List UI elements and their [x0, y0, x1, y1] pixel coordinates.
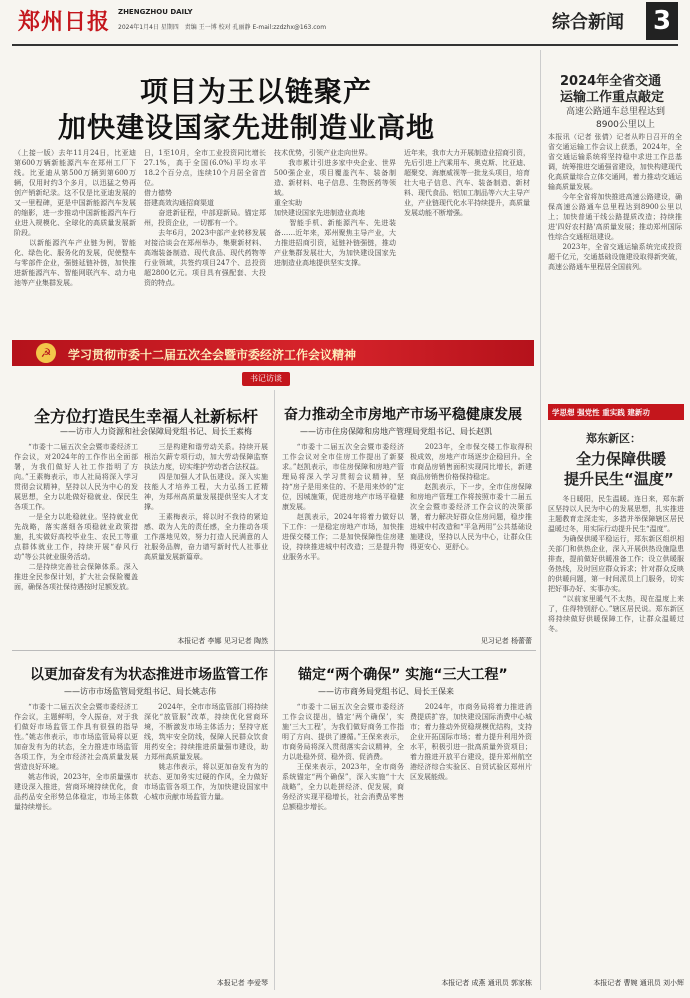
- a3-col2: 2024年，全市市场监管部门将持续深化“放管服”改革，持续优化营商环境，不断激发市场主体活力；坚持守底线，筑牢安全防线，保障人民群众饮食用药安全；持续推进质量强市建设，助力郑州高质量发展。 姚志伟表示，将以更加奋发有为的状态、更加务实过硬的作风，全力做好市场监管各项工作，为加快建设国家中心城市贡献市场监管力量。: [144, 703, 268, 801]
- a2-title: 奋力推动全市房地产市场平稳健康发展: [284, 407, 522, 423]
- newspaper-logo-en: ZHENGZHOU DAILY: [118, 8, 193, 16]
- a2-col1: “市委十二届五次全会暨市委经济工作会议对全市住房工作提出了新要求。”赵凯表示，市住房保障和房地产管理局将深入学习贯彻会议精神，坚持“房子是用来住的、不是用来炒的”定位，因城施策，促进房地产市场平稳健康发展。 赵凯表示，2024年将着力做好以下工作：一是稳定房地产市场，加快推进保交楼工作；二是加快保障性住房建设，持续推进城中村改造；三是提升物业服务水平。: [282, 443, 404, 561]
- a1-byline: 本报记者 李娜 见习记者 陶然: [177, 637, 268, 645]
- a4-col2: 2024年，市商务局将着力推进消费提质扩容，加快建设国际消费中心城市；着力推动外贸稳规模优结构，支持企业开拓国际市场；着力提升利用外资水平，积极引进一批高质量外资项目；着力推进开放平台建设，提升郑州航空港经济综合实验区、自贸试验区郑州片区发展能级。: [410, 703, 532, 781]
- lead-col3: 技术优势，引领产业走向世界。 我市累计引进多家中央企业、世界500强企业，项目覆盖汽车、装备制造、新材料、电子信息、生物医药等领域。 重全实助 加快建设国家先进制造业高地 智能手机、新能源汽车、先进装备……近年来，郑州聚焦主导产业，大力推进招商引资，延链补链强链，推动产业集群发展壮大，为加快建设国家先进制造业高地提供坚实支撑。: [274, 149, 396, 267]
- masthead: [0, 0, 690, 44]
- sidebar2-region: 郑东新区：: [586, 432, 641, 445]
- sidebar-divider: [540, 50, 541, 990]
- sidebar2-header: 学思想 强党性 重实践 建新功: [552, 408, 650, 417]
- sidebar1-sub2: 8900公里以上: [596, 120, 655, 130]
- a2-subtitle: ——访市住房保障和房地产管理局党组书记、局长赵凯: [300, 427, 492, 436]
- a1-col2: 三是构建和谐劳动关系。持续开展根治欠薪专项行动，加大劳动保障监察执法力度，切实维护劳动者合法权益。 四是加强人才队伍建设。深入实施技能人才培养工程，大力弘扬工匠精神，为郑州高质量发展提供坚实人才支撑。 王素梅表示，将以时不我待的紧迫感、敢为人先的责任感，全力推动各项工作落地见效，努力打造人民满意的人社服务品牌，奋力谱写新时代人社事业高质量发展新篇章。: [144, 443, 268, 561]
- masthead-info: 2024年1月4日 星期四 责编 王一博 校对 孔丽静 E-mail:zzdzhx@163.com: [118, 24, 327, 31]
- page-number: 3: [646, 2, 678, 40]
- a4-title: 锚定“两个确保” 实施“三大工程”: [298, 667, 508, 683]
- sidebar2-title2: 提升民生“温度”: [564, 470, 674, 488]
- a4-byline: 本报记者 成燕 通讯员 郭家栋: [441, 979, 532, 987]
- lead-col2: 日，1至10月，全市工业投资同比增长27.1%，高于全国(6.0%)平均水平18.2个百分点，连续10个月居全省首位。 借力德势 搭建高效沟通招商渠道 奋进新征程，中部迎新局。锚定郑州，投资企业，一切都有一个。 去年6月，2023中部产业转移发展对接洽谈会在郑州举办，集聚新材料、高端装备制造、现代食品、现代药物等行业领域，共签约项目247个、总投资超2800亿元。项目具有强配套、大投资的特点。: [144, 149, 266, 287]
- a3-title: 以更加奋发有为状态推进市场监管工作: [30, 667, 268, 683]
- sidebar1-title1: 2024年全省交通: [560, 74, 662, 89]
- a3-col1: “市委十二届五次全会暨市委经济工作会议，主题鲜明，令人振奋，对于我们做好市场监管工作具有很强的指导性。”姚志伟表示，市市场监管局将以更加奋发有为的状态，全力推进市场监管各项工作，为全市经济社会高质量发展营造良好环境。 姚志伟说，2023年，全市质量强市建设深入推进，营商环境持续优化，食品药品安全形势总体稳定，市场主体数量持续增长。: [14, 703, 138, 811]
- a4-subtitle: ——访市商务局党组书记、局长王保来: [318, 687, 454, 696]
- a1-subtitle: ——访市人力资源和社会保障局党组书记、局长王素梅: [60, 427, 252, 436]
- a2-col2: 2023年，全市保交楼工作取得积极成效，房地产市场逐步企稳回升。全市商品房销售面积实现同比增长，新建商品房销售价格保持稳定。 赵凯表示，下一步，全市住房保障和房地产管理工作将按照市委十二届五次全会暨市委经济工作会议的决策部署，着力解决好群众住房问题，稳步推进城中村改造和“平急两用”公共基础设施建设，坚持以人民为中心，让群众住得更安心、更舒心。: [410, 443, 532, 551]
- a1-col1: “市委十二届五次全会暨市委经济工作会议，对2024年的工作作出全面部署，为我们做好人社工作指明了方向。”王素梅表示，市人社局将深入学习贯彻会议精神，坚持以人民为中心的发展思想，全力以赴做好稳就业、保民生各项工作。 一是全力以赴稳就业。坚持就业优先战略，落实落细各项稳就业政策措施，扎实做好高校毕业生、农民工等重点群体就业工作，持续开展“春风行动”等公共就业服务活动。 二是持续完善社会保障体系。深入推进全民参保计划，扩大社会保险覆盖面，确保各项社保待遇按时足额发放。: [14, 443, 138, 591]
- sidebar1-sub1: 高速公路通车总里程达到: [566, 107, 666, 117]
- lead-title-line2: 加快建设国家先进制造业高地: [58, 111, 436, 144]
- sidebar2-byline: 本报记者 曹婉 通讯员 刘小辉: [593, 979, 684, 987]
- banner-text: 学习贯彻市委十二届五次全会暨市委经济工作会议精神: [68, 348, 357, 362]
- lead-title-line1: 项目为王以链聚产: [140, 75, 373, 108]
- party-emblem-icon: ☭: [36, 343, 56, 363]
- a3-subtitle: ——访市市场监管局党组书记、局长姚志伟: [64, 687, 216, 696]
- interview-tag: 书记访谈: [242, 372, 290, 386]
- sidebar1-title2: 运输工作重点敲定: [560, 90, 665, 105]
- a1-title: 全方位打造民生幸福人社新标杆: [34, 407, 259, 426]
- sidebar2-body: 冬日暖阳，民生温暖。连日来，郑东新区坚持以人民为中心的发展思想，扎实推进主题教育走深走实，多措并举保障辖区居民温暖过冬，用实际行动提升民生“温度”。 为确保供暖平稳运行，郑东新区组织相关部门和供热企业，深入开展供热设施隐患排查，提前做好供暖准备工作；设立供暖服务热线，及时回应群众诉求；针对群众反映的供暖问题，第一时间派员上门服务，切实把好事办好、实事办实。 “以前家里暖气不太热，现在温度上来了，住得特别舒心。”辖区居民说。郑东新区将持续做好供暖保障工作，让群众温暖过冬。: [548, 495, 684, 633]
- meeting-banner: [12, 340, 534, 366]
- a3-byline: 本报记者 李爱琴: [216, 979, 268, 987]
- masthead-divider: [12, 44, 678, 46]
- sidebar2-title1: 全力保障供暖: [576, 450, 667, 468]
- sidebar2-header-bar: [548, 404, 684, 420]
- newspaper-logo: 郑州日报: [18, 9, 111, 35]
- section-divider: [12, 650, 536, 651]
- section-title: 综合新闻: [552, 12, 624, 33]
- a2-byline: 见习记者 杨蕾蕾: [480, 637, 532, 645]
- lead-col4: 近年来，我市大力开展制造业招商引资，先后引进上汽乘用车、奥克斯、比亚迪、超聚变、海康威视等一批龙头项目，培育壮大电子信息、汽车、装备制造、新材料、现代食品、铝加工制品等六大主导产业，产业链现代化水平持续提升，高质量发展动能不断增强。: [404, 149, 530, 217]
- lead-col1: （上接一版）去年11月24日，比亚迪第600万辆新能源汽车在郑州工厂下线。比亚迪从第500万辆到第600万辆，仅用时约3个多月，以迅猛之势再创产销新纪录。这不仅是比亚迪发展的又一里程碑，更是中国新能源汽车发展的缩影，进一步推动中国新能源汽车行业进入规模化、全球化的高质量发展新阶段。 以新能源汽车产业链为例，智能化、绿色化、服务化的发展，促使整车与零部件企业，强链延链补链，加快推进新能源汽车、智能网联汽车、动力电池等产业集群发展。: [14, 149, 136, 287]
- column-divider: [274, 390, 275, 990]
- sidebar1-body: 本报讯（记者 张倩）记者从昨日召开的全省交通运输工作会议上获悉，2024年，全省交通运输系统将坚持稳中求进工作总基调，统筹推进交通强省建设，加快构建现代化高质量综合立体交通网，着力推动交通运输高质量发展。 今年全省将加快推进高速公路建设，确保高速公路通车总里程达到8900公里以上；加快普通干线公路提质改造；持续推进'四好农村路'高质量发展；推动郑州国际性综合交通枢纽建设。 2023年，全省交通运输系统完成投资超千亿元，交通基础设施建设取得新突破，高速公路通车里程居全国前列。: [548, 133, 682, 271]
- a4-col1: “市委十二届五次全会暨市委经济工作会议提出，锚定‘两个确保’，实施‘三大工程’，为我们做好商务工作指明了方向、提供了遵循。”王保来表示，市商务局将深入贯彻落实会议精神，全力以赴稳外贸、稳外资、促消费。 王保来表示，2023年，全市商务系统锚定“两个确保”，深入实施“十大战略”，全力以赴拼经济、促发展，商务经济实现平稳增长，社会消费品零售总额稳步增长。: [282, 703, 404, 811]
